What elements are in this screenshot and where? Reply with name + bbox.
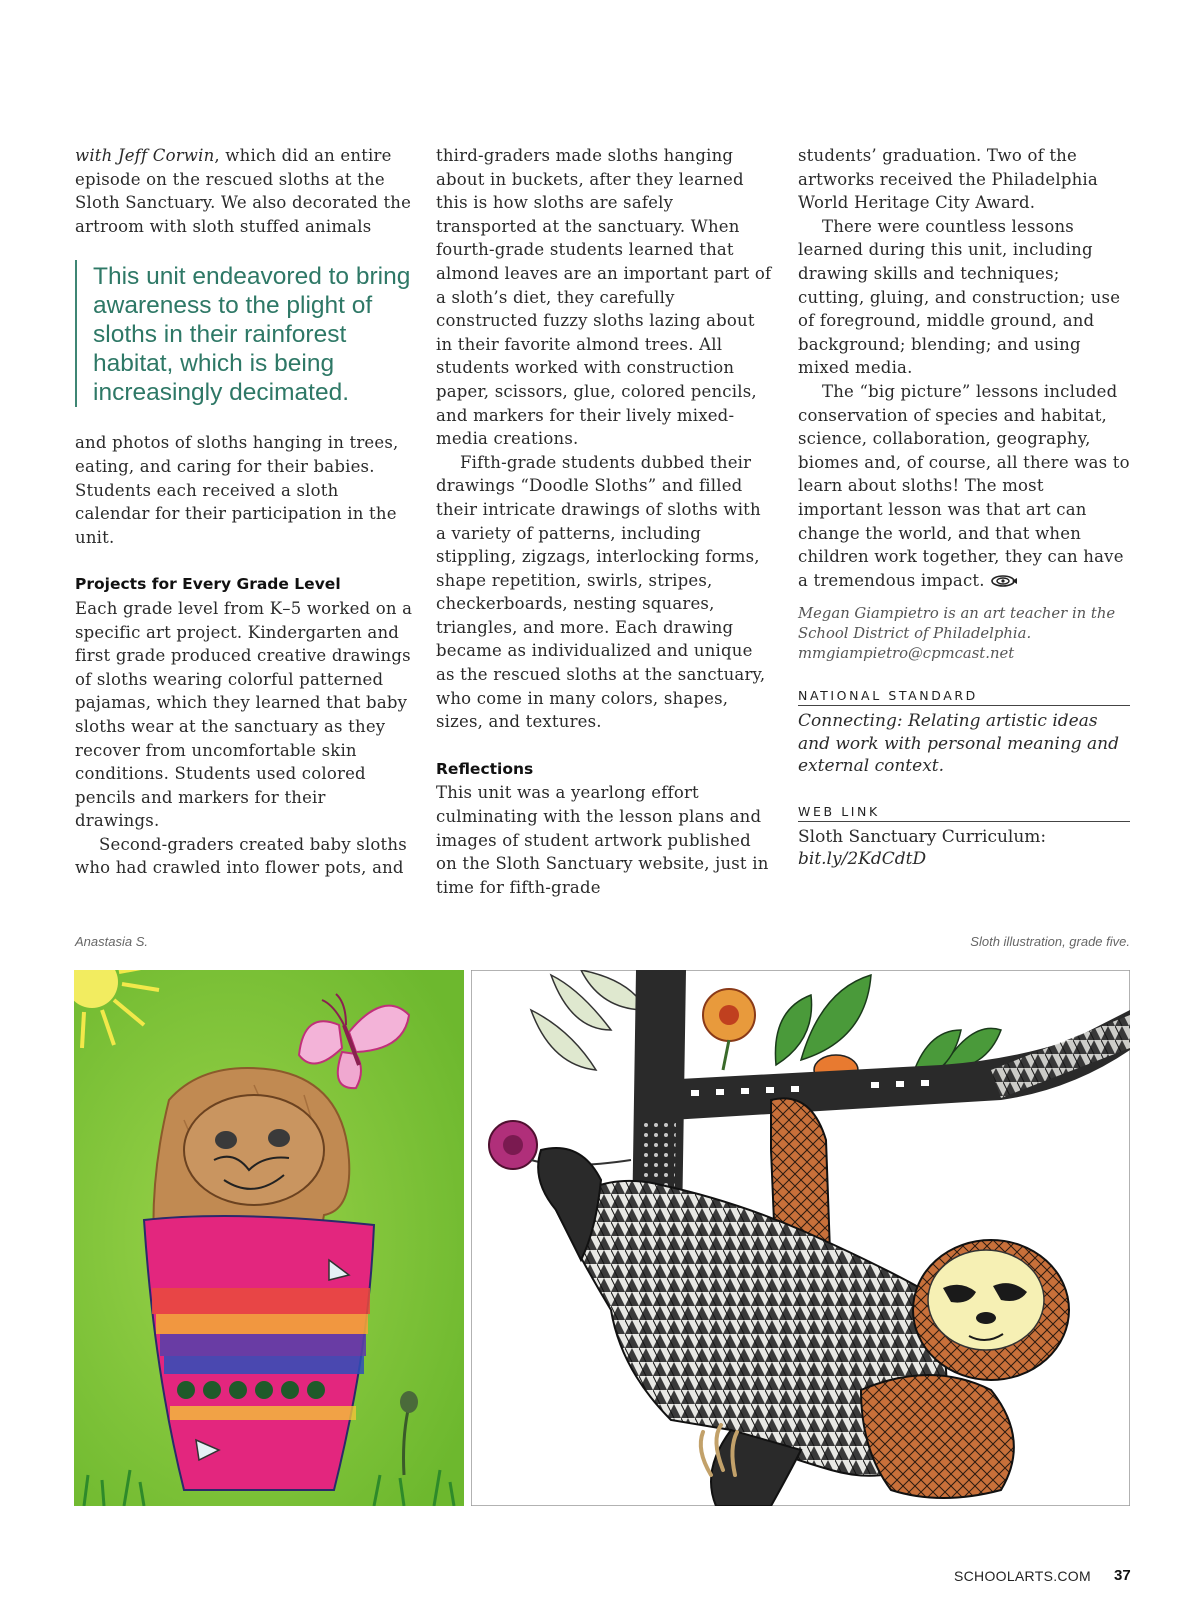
- col3-paragraph-3: The “big picture” lessons included conservation of species and habitat, science, collaboration, geography, biomes and, of course, all there was to learn about sloths! The most important lesson was that art can change the world, and that when children work together, they can have a tremendous impact.: [798, 381, 1130, 590]
- web-link-label: WEB LINK: [798, 804, 1130, 822]
- footer-site[interactable]: SCHOOLARTS.COM: [954, 1568, 1091, 1584]
- artwork-doodle-sloth: [471, 970, 1130, 1506]
- col3-paragraph-2: There were countless lessons learned during this unit, including drawing skills and techniques; cutting, gluing, and construction; use of foreground, middle ground, and background; blending; and using mixed media.: [798, 216, 1121, 378]
- col1-paragraph-1: with Jeff Corwin, which did an entire episode on the rescued sloths at the Sloth Sanctuary. We also decorated the artroom with sloth stuffed animals: [75, 146, 412, 236]
- caption-left: Anastasia S.: [75, 934, 148, 949]
- col1-paragraph-2: and photos of sloths hanging in trees, eating, and caring for their babies. Students each received a sloth calendar for their participation in the unit.: [75, 433, 399, 547]
- section-heading-reflections: Reflections: [436, 759, 534, 778]
- column-2: [436, 144, 774, 899]
- column-1: [75, 144, 413, 880]
- col1-paragraph-3: Each grade level from K–5 worked on a specific art project. Kindergarten and first grade produced creative drawings of sloths wearing colorful patterned pajamas, which they learned that baby sloths wear at the sanctuary as they recover from uncomfortable skin conditions. Students used colored pencils and markers for their drawings.: [75, 598, 413, 831]
- pull-quote: This unit endeavored to bring awareness to the plight of sloths in their rainforest habitat, which is being increasingly decimated.: [75, 260, 413, 407]
- col2-paragraph-3: This unit was a yearlong effort culminating with the lesson plans and images of student artwork published on the Sloth Sanctuary website, just in time for fifth-grade: [436, 783, 769, 897]
- national-standard-label: NATIONAL STANDARD: [798, 688, 1130, 706]
- web-link-text: Sloth Sanctuary Curriculum:: [798, 826, 1047, 847]
- column-3: [798, 144, 1130, 871]
- col2-paragraph-2: Fifth-grade students dubbed their drawings “Doodle Sloths” and filled their intricate drawings of sloths with a variety of patterns, including stippling, zigzags, interlocking forms, shape repetition, swirls, stripes, checkerboards, nesting squares, triangles, and more. Each drawing became as individualized and unique as the rescued sloths at the sanctuary, who come in many colors, shapes, sizes, and textures.: [436, 452, 766, 732]
- page-number: 37: [1114, 1567, 1131, 1584]
- web-link-url[interactable]: bit.ly/2KdCdtD: [798, 849, 927, 870]
- artwork-sloth-in-flowerpot: [74, 970, 464, 1506]
- author-byline: Megan Giampietro is an art teacher in the School District of Philadelphia. mmgiampietro@cpmcast.net: [798, 605, 1116, 663]
- caption-right: Sloth illustration, grade five.: [970, 934, 1130, 949]
- col1-paragraph-4: Second-graders created baby sloths who had crawled into flower pots, and: [75, 834, 407, 878]
- col3-paragraph-1: students’ graduation. Two of the artworks received the Philadelphia World Heritage City Award.: [798, 146, 1098, 213]
- end-mark-icon: [990, 575, 1018, 587]
- col2-paragraph-1: third-graders made sloths hanging about in buckets, after they learned this is how sloths are safely transported at the sanctuary. When fourth-grade students learned that almond leaves are an important part of a sloth’s diet, they carefully constructed fuzzy sloths lazing about in their favorite almond trees. All students worked with construction paper, scissors, glue, colored pencils, and markers for their lively mixed-media creations.: [436, 146, 772, 449]
- section-heading-projects: Projects for Every Grade Level: [75, 575, 341, 594]
- national-standard-text: Connecting: Relating artistic ideas and work with personal meaning and external context.: [798, 711, 1120, 777]
